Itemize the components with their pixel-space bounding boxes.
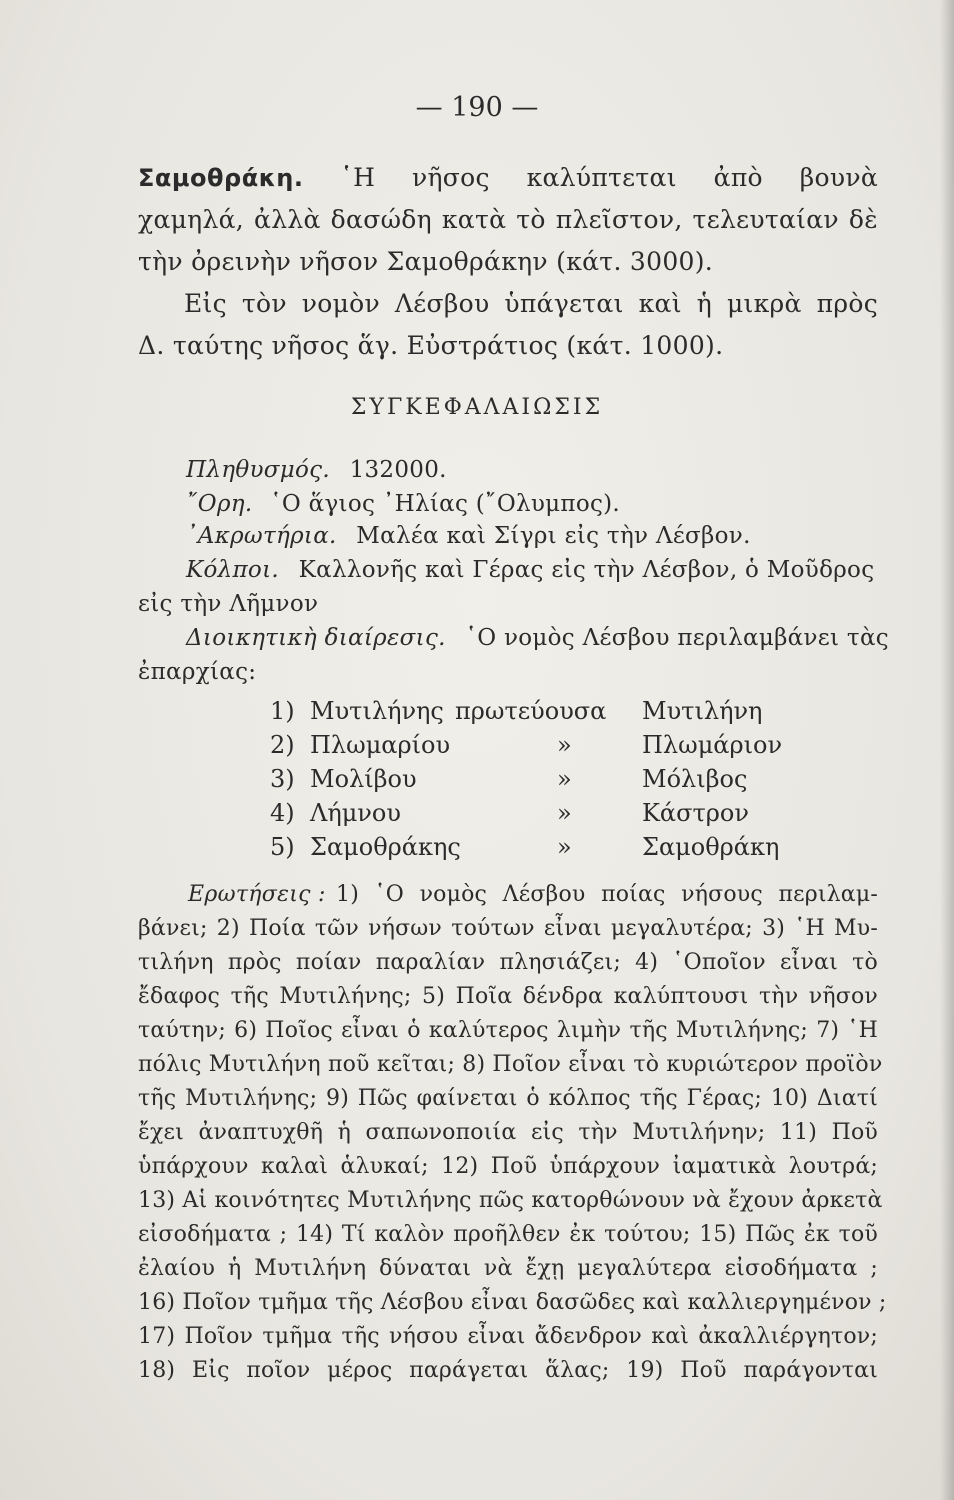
question-line: 1) ῾Ο νομὸς Λέσβου ποίας νήσους περιλαμ- [336,882,878,907]
admin-value-1: ῾Ο νομὸς Λέσβου περιλαμβάνει τὰς [465,625,889,651]
gulfs-value-2: εἰς τὴν Λῆμνον [138,591,319,617]
province-name: Σαμοθράκης [310,833,461,861]
intro-line-2: χαμηλά, ἀλλὰ δασώδη κατὰ τὸ πλεῖστον, τελευταίαν δὲ [138,205,878,234]
province-mid: πρωτεύουσα [455,697,607,725]
province-mid: » [557,833,572,861]
province-capital: Μόλιβος [642,765,748,793]
population-value: 132000. [349,457,447,483]
intro-line-1-text: ῾Η νῆσος καλύπτεται ἀπὸ βουνὰ [340,163,878,192]
province-number: 2) [270,731,295,759]
province-capital: Πλωμάριον [642,731,783,759]
question-line: 17) Ποῖον τμῆμα τῆς νήσου εἶναι ἄδενδρον καὶ ἀκαλλιέργητον; [138,1324,878,1349]
question-line: 16) Ποῖον τμῆμα τῆς Λέσβου εἶναι δασῶδες καὶ καλλιεργημένον ; [138,1290,887,1315]
mountains-row [186,491,620,517]
intro-line-4: Εἰς τὸν νομὸν Λέσβου ὑπάγεται καὶ ἡ μικρὰ πρὸς [184,289,878,318]
population-row [186,457,447,483]
capes-row [186,523,751,549]
province-capital: Κάστρον [642,799,749,827]
section-heading: ΣΥΓΚΕΦΑΛΑΙΩΣΙΣ [350,395,604,420]
province-number: 3) [270,765,295,793]
question-line: τῆς Μυτιλήνης; 9) Πῶς φαίνεται ὁ κόλπος τῆς Γέρας; 10) Διατί [138,1086,878,1111]
mountains-label: ῎Ορη. [186,491,253,517]
admin-value-2: ἐπαρχίας: [138,659,257,685]
questions-label: Ερωτήσεις : [188,882,326,907]
question-line: ἔχει ἀναπτυχθῆ ἡ σαπωνοποιία εἰς τὴν Μυτιλήνην; 11) Ποῦ [138,1120,878,1145]
page-number: — 190 — [415,92,539,123]
province-capital: Σαμοθράκη [642,833,780,861]
population-label: Πληθυσμός. [186,457,330,483]
question-line: βάνει; 2) Ποία τῶν νήσων τούτων εἶναι μεγαλυτέρα; 3) ῾Η Μυ- [138,916,878,941]
question-line: 13) Αἱ κοινότητες Μυτιλήνης πῶς κατορθώνουν νὰ ἔχουν ἀρκετὰ [138,1188,883,1213]
province-mid: » [557,765,572,793]
province-name: Μυτιλήνης [310,697,444,725]
province-number: 5) [270,833,295,861]
admin-row [186,625,889,651]
question-line: ἔδαφος τῆς Μυτιλήνης; 5) Ποῖα δένδρα καλύπτουσι τὴν νῆσον [138,984,878,1009]
intro-line-3: τὴν ὀρεινὴν νῆσον Σαμοθράκην (κάτ. 3000). [138,247,714,276]
question-line: τιλήνη πρὸς ποίαν παραλίαν πλησιάζει; 4) ῾Οποῖον εἶναι τὸ [138,950,878,975]
question-line: ὑπάρχουν καλαὶ ἁλυκαί; 12) Ποῦ ὑπάρχουν ἰαματικὰ λουτρά; [138,1154,878,1179]
page-edge-shadow [940,0,954,1500]
province-name: Μολίβου [310,765,417,793]
mountains-value: ῾Ο ἅγιος ᾿Ηλίας (῎Ολυμπος). [270,491,621,517]
gulfs-row [186,557,878,583]
gulfs-label: Κόλποι. [186,557,279,583]
capes-value: Μαλέα καὶ Σίγρι εἰς τὴν Λέσβον. [356,523,751,549]
gulfs-value-1: Καλλονῆς καὶ Γέρας εἰς τὴν Λέσβον, ὁ Μοῦδρος [298,557,875,583]
province-number: 4) [270,799,295,827]
province-name: Λήμνου [310,799,401,827]
intro-line-5: Δ. ταύτης νῆσος ἅγ. Εὐστράτιος (κάτ. 1000). [138,331,724,360]
province-mid: » [557,799,572,827]
admin-label: Διοικητικὴ διαίρεσις. [186,625,446,651]
province-number: 1) [270,697,295,725]
lead-term: Σαμοθράκη. [138,164,304,192]
province-name: Πλωμαρίου [310,731,451,759]
question-line: εἰσοδήματα ; 14) Τί καλὸν προῆλθεν ἐκ τούτου; 15) Πῶς ἐκ τοῦ [138,1222,878,1247]
province-capital: Μυτιλήνη [642,697,763,725]
capes-label: ᾿Ακρωτήρια. [186,523,337,549]
question-line: ἐλαίου ἡ Μυτιλήνη δύναται νὰ ἔχῃ μεγαλύτερα εἰσοδήματα ; [138,1256,878,1281]
intro-line-1 [138,163,878,192]
question-line: 18) Εἰς ποῖον μέρος παράγεται ἅλας; 19) Ποῦ παράγονται [138,1358,878,1383]
question-line: πόλις Μυτιλήνη ποῦ κεῖται; 8) Ποῖον εἶναι τὸ κυριώτερον προϊὸν [138,1052,883,1077]
province-mid: » [557,731,572,759]
question-line: ταύτην; 6) Ποῖος εἶναι ὁ καλύτερος λιμὴν τῆς Μυτιλήνης; 7) ῾Η [138,1018,878,1043]
